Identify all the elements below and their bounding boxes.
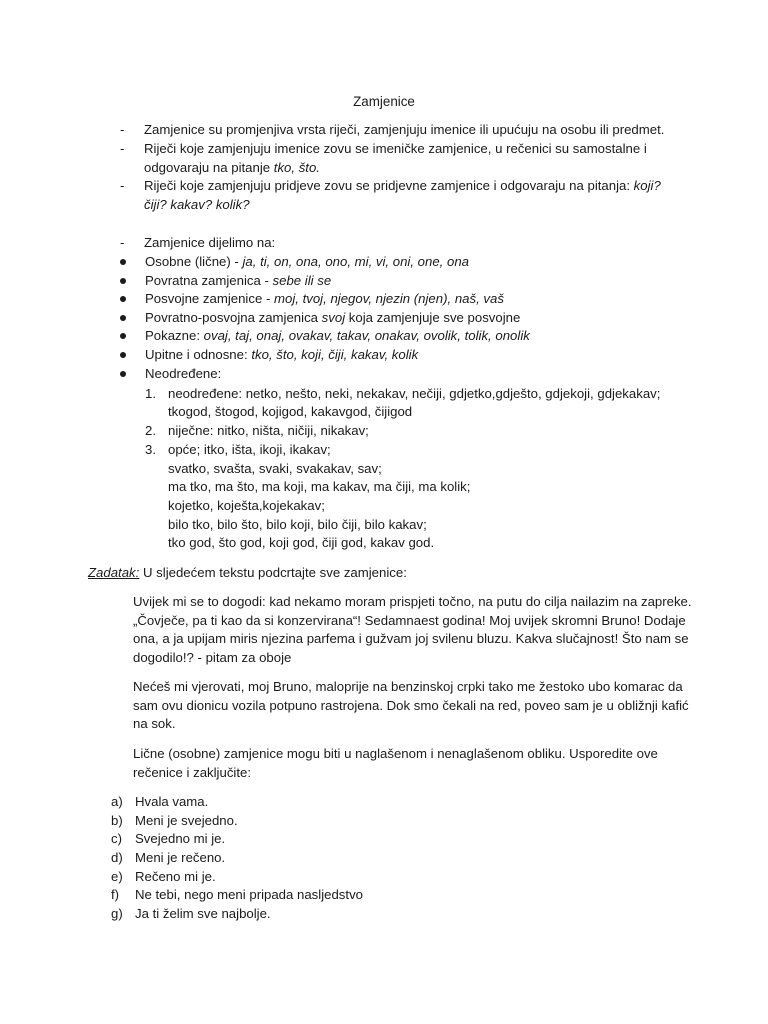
task-label: Zadatak: xyxy=(88,565,140,580)
item-number: 1. xyxy=(145,386,156,401)
bullet-examples: ovaj, taj, onaj, ovakav, takav, onakav, ovolik, tolik, onolik xyxy=(203,328,530,343)
dash-text: Zamjenice su promjenjiva vrsta riječi, zamjenjuju imenice ili upućuju na osobu ili predmet. xyxy=(144,122,665,137)
bullet-label: Upitne i odnosne: xyxy=(145,347,252,362)
text-paragraph: Lične (osobne) zamjenice mogu biti u naglašenom i nenaglašenom obliku. Usporedite ove rečenice i zaključite: xyxy=(133,746,658,780)
bullet-dot xyxy=(120,278,126,284)
sentence-letter: c) xyxy=(111,831,122,846)
dash-marker: - xyxy=(120,122,125,137)
sentence-text: Ne tebi, nego meni pripada nasljedstvo xyxy=(135,887,363,902)
sentence-text: Meni je rečeno. xyxy=(135,850,226,865)
sentence-letter: g) xyxy=(111,906,123,921)
bullet-dot xyxy=(120,333,126,339)
bullet-examples: ja, ti, on, ona, ono, mi, vi, oni, one, ona xyxy=(242,254,470,269)
dash-text: Riječi koje zamjenjuju pridjeve zovu se pridjevne zamjenice i odgovaraju na pitanja: koji? čiji? kakav? kolik? xyxy=(144,178,661,212)
dash-marker: - xyxy=(120,141,125,156)
bullet-label: Pokazne: xyxy=(145,328,204,343)
item-continuation: bilo tko, bilo što, bilo koji, bilo čiji, bilo kakav; xyxy=(168,517,427,532)
bullet-dot xyxy=(120,296,126,302)
sentence-letter: b) xyxy=(111,813,123,828)
sentence-text: Ja ti želim sve najbolje. xyxy=(135,906,271,921)
sentence-letter: d) xyxy=(111,850,123,865)
sentence-text: Rečeno mi je. xyxy=(135,869,216,884)
bullet-dot xyxy=(120,352,126,358)
bullet-examples: tko, što, koji, čiji, kakav, kolik xyxy=(251,347,419,362)
sentence-text: Svejedno mi je. xyxy=(135,831,226,846)
dash-marker: - xyxy=(120,178,125,193)
item-continuation: tkogod, štogod, kojigod, kakavgod, čijigod xyxy=(168,404,413,419)
item-continuation: svatko, svašta, svaki, svakakav, sav; xyxy=(168,461,382,476)
dash-text: Riječi koje zamjenjuju imenice zovu se imeničke zamjenice, u rečenici su samostalne i odgovaraju na pitanje tko, što. xyxy=(144,141,647,175)
item-number: 2. xyxy=(145,423,156,438)
sentence-letter: e) xyxy=(111,869,123,884)
bullet-label: Osobne (lične) - xyxy=(145,254,243,269)
bullet-label: Povratno-posvojna zamjenica xyxy=(145,310,322,325)
division-text: Zamjenice dijelimo na: xyxy=(144,235,276,250)
item-text: opće; itko, išta, ikoji, ikakav; xyxy=(168,442,331,457)
task-text: U sljedećem tekstu podcrtajte sve zamjenice: xyxy=(139,565,407,580)
item-continuation: kojetko, koješta,kojekakav; xyxy=(168,498,325,513)
bullet-examples: sebe ili se xyxy=(272,273,332,288)
bullet-label: Posvojne zamjenice - xyxy=(145,291,275,306)
item-continuation: ma tko, ma što, ma koji, ma kakav, ma čiji, ma kolik; xyxy=(168,479,471,494)
bullet-suffix: koja zamjenjuje sve posvojne xyxy=(345,310,521,325)
item-text: neodređene: netko, nešto, neki, nekakav, nečiji, gdjetko,gdješto, gdjekoji, gdjekakav; xyxy=(168,386,661,401)
document-title: Zamjenice xyxy=(353,94,415,109)
sentence-text: Hvala vama. xyxy=(135,794,209,809)
item-text: niječne: nitko, ništa, ničiji, nikakav; xyxy=(168,423,369,438)
item-number: 3. xyxy=(145,442,156,457)
bullet-dot xyxy=(120,315,126,321)
bullet-label: Povratna zamjenica - xyxy=(145,273,273,288)
bullet-examples: moj, tvoj, njegov, njezin (njen), naš, vaš xyxy=(274,291,504,306)
item-continuation: tko god, što god, koji god, čiji god, kakav god. xyxy=(168,535,435,550)
sentence-letter: a) xyxy=(111,794,123,809)
bullet-label: Neodređene: xyxy=(145,366,222,381)
bullet-dot xyxy=(120,259,126,265)
task-line xyxy=(88,564,407,583)
text-paragraph: Nećeš mi vjerovati, moj Bruno, maloprije na benzinskoj crpki tako me žestoko ubo komarac da sam ovu dionicu vozila potpuno rastrojena. Dok smo čekali na red, poveo sam je u obližnji kafić na sok. xyxy=(133,679,689,732)
sentence-text: Meni je svejedno. xyxy=(135,813,238,828)
sentence-letter: f) xyxy=(111,887,120,902)
dash-marker: - xyxy=(120,235,125,250)
text-paragraph: Uvijek mi se to dogodi: kad nekamo moram prispjeti točno, na putu do cilja nailazim na zapreke. „Čovječe, pa ti kao da si konzervirana“! Sedamnaest godina! Moj uvijek skromni Bruno! Dodaje ona, a ja upijam miris njezina parfema i gužvam joj svilenu bluzu. Kakva slučajnost! Što nam se dogodilo!? - pitam za oboje xyxy=(133,594,692,665)
bullet-examples: svoj xyxy=(321,310,346,325)
bullet-dot xyxy=(120,371,126,377)
